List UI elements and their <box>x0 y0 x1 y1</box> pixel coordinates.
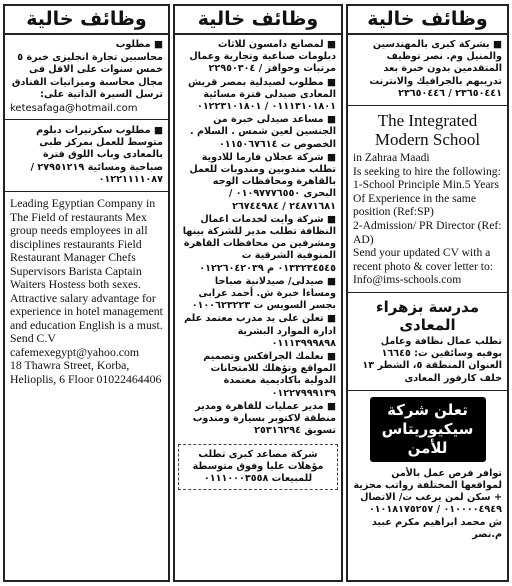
classified-ad: ■ مطلوب <box>115 39 163 50</box>
school2-ad-body: تطلب عمال نظافة وعامل بوفيه وسائقين ت: ١٦٦٤٥ العنوان المنطقة ٥، الشطر ١٣ خلف كارفور المعادى <box>362 335 502 384</box>
classified-ad: ■ شركة وايت لخدمات اعمال النظافة تطلب مدير للشركة بينها ومشرفين من محافظات القاهرة المنوفية الشرقية ت ٠١٣٣٢٣٤٥٤٥ م ٠١٢٢٦٠٤٢٠٣٩ <box>182 213 336 274</box>
classifieds-column-left <box>3 4 170 582</box>
classifieds-column-middle <box>173 4 343 582</box>
security-ad-title: تعلن شركة سيكيوريتاس للأمن <box>370 397 486 462</box>
boxed-ad-text: شركة مصاعد كبرى تطلب مؤهلات عليا وفوق متوسطة للمبيعات ٠١١١٠٠٠٣٥٥٨ <box>192 448 324 484</box>
divider <box>348 292 507 293</box>
security-ad-body: توافر فرص عمل بالأمن لمواقعها المختلفة رواتب مجزية + سكن لمن يرغب ت/ الاتصال ٠١٠٠٠٠٤٩٤٩ / ٠١٠١٨١٧٥٢٥٧ ش محمد ابراهيم مكرم عبيد م.نصر <box>353 467 502 540</box>
column-header: وظائف خالية <box>348 6 507 35</box>
column-header: وظائف خالية <box>175 6 341 35</box>
boxed-ad <box>178 444 338 491</box>
school-ad-line: Send your updated CV with a recent photo & cover letter to: <box>353 246 494 273</box>
classified-ad: ■ لمصانع دامسون للاثاث دبلومات صناعية وتجارية وعمال مرتبات وحوافز / ٢٢٩٥٠٣٠٤ <box>189 39 336 75</box>
classified-ad: ■ مطلوب لصيدلية بمصر قريش المعادى صيدلى فترة مسائية ٠١١١٣١٠١٨٠١ / ٠١٢٢٣١٠١٨٠١ <box>187 76 336 113</box>
school-ad-line: in Zahraa Maadi <box>353 151 430 165</box>
classifieds-column-right <box>346 4 509 582</box>
school-ad-title: The Integrated Modern School <box>374 111 481 150</box>
english-job-ad: Leading Egyptian Company in The Field of restaurants Mex group needs employees in all disciplines restaurants Field Restaurant Manager Chefs Supervisors Barista Captain Waiters Hostess both sexes. Attractive salary advantage for experience in hotel management and education English is a must. Send C.V cafemexegypt@yahoo.com <box>10 196 163 359</box>
school-ad-email[interactable]: Info@ims-schools.com <box>353 273 462 287</box>
ad-email-link[interactable]: ketesafaga@hotmail.com <box>10 103 138 115</box>
classified-ad: ■ تعلن على يد مدرب معتمد علم ادارة الموارد البشرية ٠١١١٣٩٩٩٨٩٨ <box>184 313 336 349</box>
classified-ad: ■ صيدلى/ صيدلانية صباحا ومساءا خبرة ش. أحمد عرابى بجسر السويس ت ٠١٠٠٦٢٣٢٢٣ <box>191 275 336 312</box>
english-job-ad-address: 18 Thawra Street, Korba, Helioplis, 6 Floor 01022464406 <box>10 358 162 386</box>
school2-ad-title: مدرسة بزهراء المعادى <box>375 297 480 334</box>
divider <box>348 105 507 106</box>
school-ad-line: Is seeking to hire the following: <box>353 164 501 178</box>
classified-ad: ■ شركة عجلان فارما للادوية تطلب مندوبين ومندوبات للعمل بالقاهرة ومحافظات الوجه البحرى ٠١٠٩٧٧٧٦٥٥٠ / ٢٤٨٧١٦٨١ / ٢٦٧٤٤٩٨٤ <box>189 151 336 212</box>
classified-ad: ■ نعلمك الجرافكس وتصميم المواقع وتؤهلك للامتحانات الدولية باكاديمية معتمدة ٠١٢٢٧٩٩٩١٣٩ <box>203 351 336 399</box>
school-ad-line: 1-School Principle Min.5 Years Of Experience in the same position (Ref:SP) <box>353 178 499 219</box>
classified-ad: محاسبين تجارة انجليزى خبرة ٥ خمس سنوات على الاقل فى مجال محاسبة وميزانيات الفنادق ترسل السيرة الذاتية على: <box>11 52 163 100</box>
column-header: وظائف خالية <box>5 6 168 35</box>
classified-ad: ■ بشركة كبرى بالمهندسين والمنيل وم. نصر توظيف المتقدمين بدون خبرة بعد تدريبهم بالجرافيك والانترنت ٢٣٦٥٠٤٤١ / ٢٣٦٥٠٤٤٦ <box>369 39 502 99</box>
divider <box>5 119 168 120</box>
school-ad-line: 2-Admission/ PR Director (Ref: AD) <box>353 218 502 246</box>
divider <box>5 191 168 192</box>
divider <box>348 390 507 391</box>
classified-ad: ■ مطلوب سكرتيرات دبلوم متوسط للعمل بمركز طبى بالمعادى وباب اللوق فترة صباحية ومسائية ٢٧٩٥١٢١٩ / ٠١٢٢١١١١٠٨٧ <box>30 125 163 185</box>
school-ad-body <box>353 151 502 287</box>
classified-ad: ■ مدير عمليات للقاهرة ومدير منطقة لاكتوبر بسيارة ومندوب تسويق ٢٥٣١٦٢٩٤ <box>192 400 336 437</box>
classified-ad: ■ مساعد صيدلى خبرة من الجنسين لعين شمس . السلام . الخصوص ت ٠١١٥٠٦٧٦١٤ <box>190 114 336 150</box>
